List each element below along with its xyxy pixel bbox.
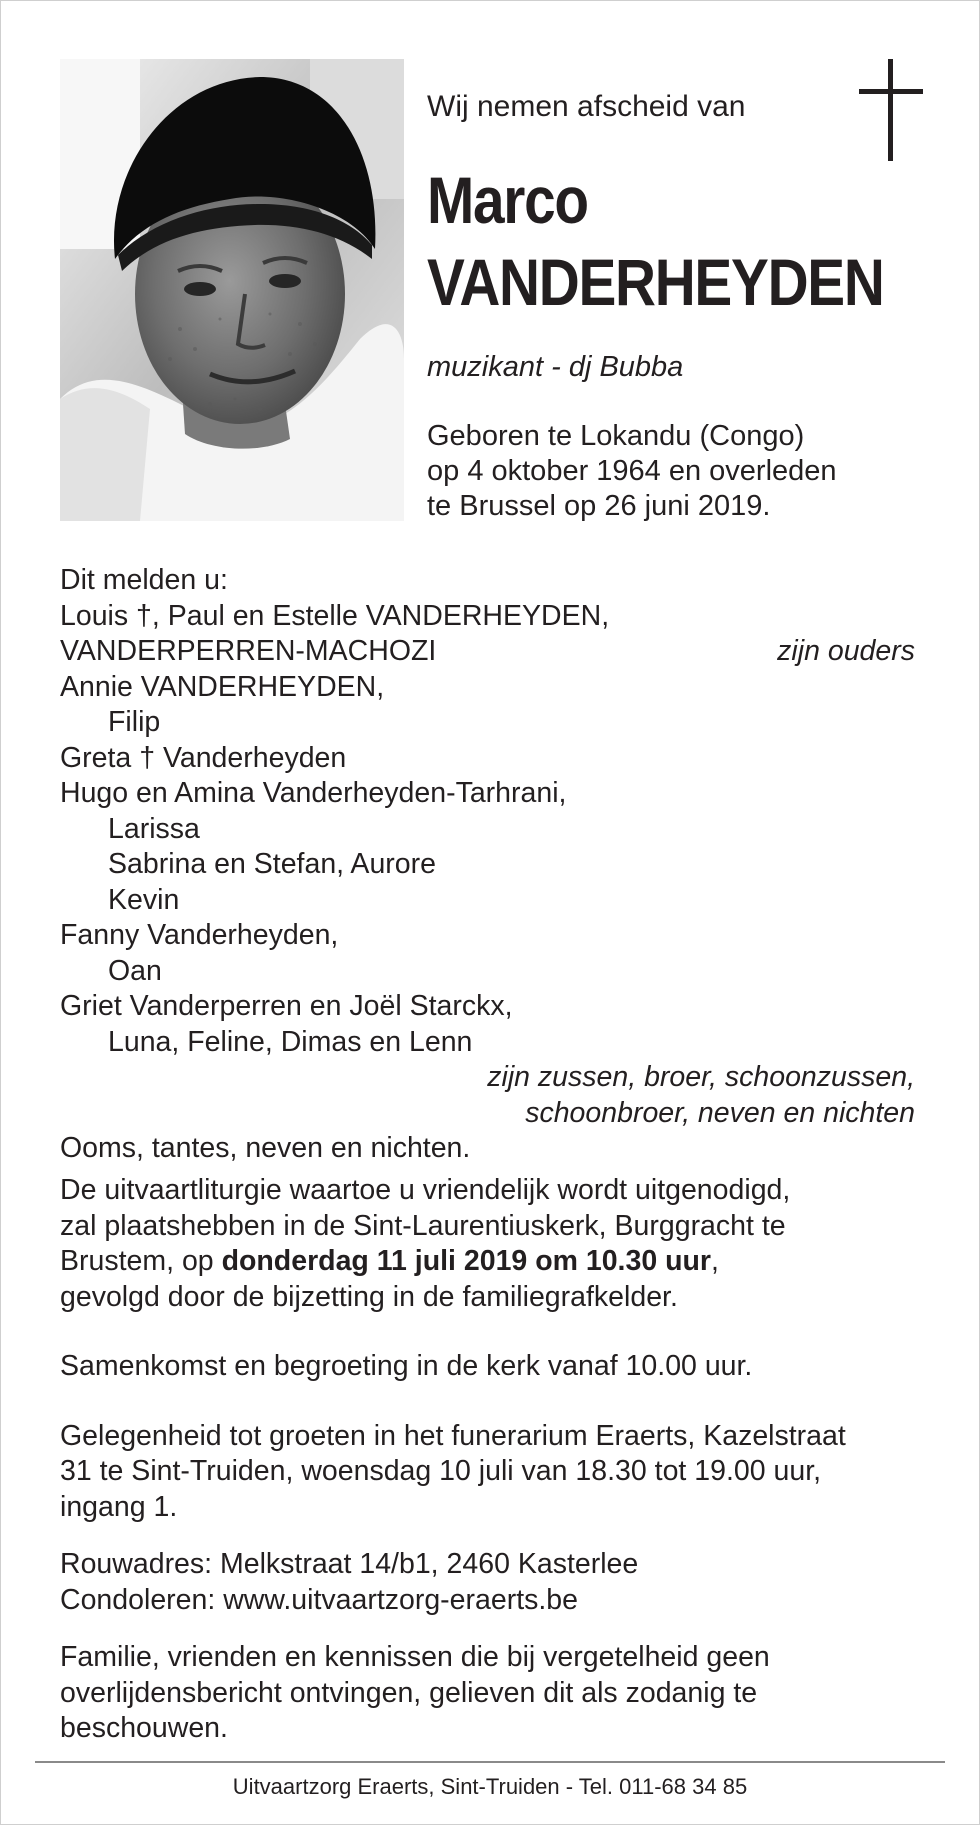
siblings-role-line: schoonbroer, neven en nichten — [525, 1096, 915, 1129]
family-line: Greta † Vanderheyden — [60, 741, 347, 774]
ceremony-date: donderdag 11 juli 2019 om 10.30 uur — [221, 1245, 712, 1277]
family-line: Kevin — [108, 883, 180, 916]
family-line: Fanny Vanderheyden, — [60, 919, 339, 951]
closing-line: Familie, vrienden en kennissen die bij vergetelheid geen — [60, 1641, 770, 1673]
family-line: Sabrina en Stefan, Aurore — [108, 848, 436, 880]
gathering-info: Samenkomst en begroeting in de kerk vanaf 10.00 uur. — [60, 1350, 753, 1382]
closing-line: overlijdensbericht ontvingen, gelieven dit als zodanig te — [60, 1676, 758, 1709]
family-line: Oan — [108, 954, 162, 987]
family-line: Louis †, Paul en Estelle VANDERHEYDEN, — [60, 599, 610, 632]
family-line: Larissa — [108, 812, 200, 845]
birth-line: te Brussel op 26 juni 2019. — [427, 490, 771, 522]
family-section — [60, 563, 915, 1167]
visitation-line: 31 te Sint-Truiden, woensdag 10 juli van 18.30 tot 19.00 uur, — [60, 1455, 822, 1487]
family-line: Hugo en Amina Vanderheyden-Tarhrani, — [60, 777, 567, 809]
ceremony-line — [60, 1244, 915, 1280]
intro-text: Wij nemen afscheid van — [427, 90, 746, 123]
family-line-text: VANDERPERREN-MACHOZI — [60, 635, 437, 667]
mourning-address: Rouwadres: Melkstraat 14/b1, 2460 Kasterlee — [60, 1548, 639, 1580]
footer-text: Uitvaartzorg Eraerts, Sint-Truiden - Tel. 011-68 34 85 — [232, 1774, 748, 1799]
cross-icon — [859, 59, 923, 161]
ceremony-line: De uitvaartliturgie waartoe u vriendelijk wordt uitgenodigd, — [60, 1174, 791, 1206]
visitation-line: ingang 1. — [60, 1490, 178, 1523]
visitation-line: Gelegenheid tot groeten in het funerarium Eraerts, Kazelstraat — [60, 1419, 846, 1452]
ceremony-line: gevolgd door de bijzetting in de familiegrafkelder. — [60, 1280, 678, 1313]
ceremony-text: Brustem, op — [60, 1245, 222, 1277]
ceremony-line: zal plaatshebben in de Sint-Laurentiuskerk, Burggracht te — [60, 1209, 786, 1242]
family-line: Annie VANDERHEYDEN, — [60, 670, 385, 703]
family-line — [60, 634, 915, 670]
birth-line: op 4 oktober 1964 en overleden — [427, 455, 837, 487]
family-line: Filip — [108, 706, 161, 738]
family-line: Luna, Feline, Dimas en Lenn — [108, 1025, 473, 1058]
birth-line: Geboren te Lokandu (Congo) — [427, 420, 805, 452]
family-line: Griet Vanderperren en Joël Starckx, — [60, 990, 513, 1022]
family-heading: Dit melden u: — [60, 564, 228, 596]
extended-family: Ooms, tantes, neven en nichten. — [60, 1132, 471, 1164]
footer-divider — [35, 1761, 945, 1763]
occupation: muzikant - dj Bubba — [427, 351, 684, 383]
siblings-role — [60, 1060, 915, 1131]
condolences-link[interactable]: Condoleren: www.uitvaartzorg-eraerts.be — [60, 1583, 578, 1616]
parents-role: zijn ouders — [777, 635, 915, 667]
siblings-role-line: zijn zussen, broer, schoonzussen, — [487, 1061, 915, 1093]
last-name: VANDERHEYDEN — [427, 245, 884, 319]
deceased-name — [427, 159, 884, 323]
first-name: Marco — [427, 163, 588, 237]
ceremony-section — [60, 1173, 915, 1747]
ceremony-text: , — [711, 1245, 719, 1277]
portrait-image — [60, 59, 404, 521]
portrait-photo — [60, 59, 404, 521]
closing-line: beschouwen. — [60, 1712, 228, 1744]
birth-details — [427, 419, 837, 524]
